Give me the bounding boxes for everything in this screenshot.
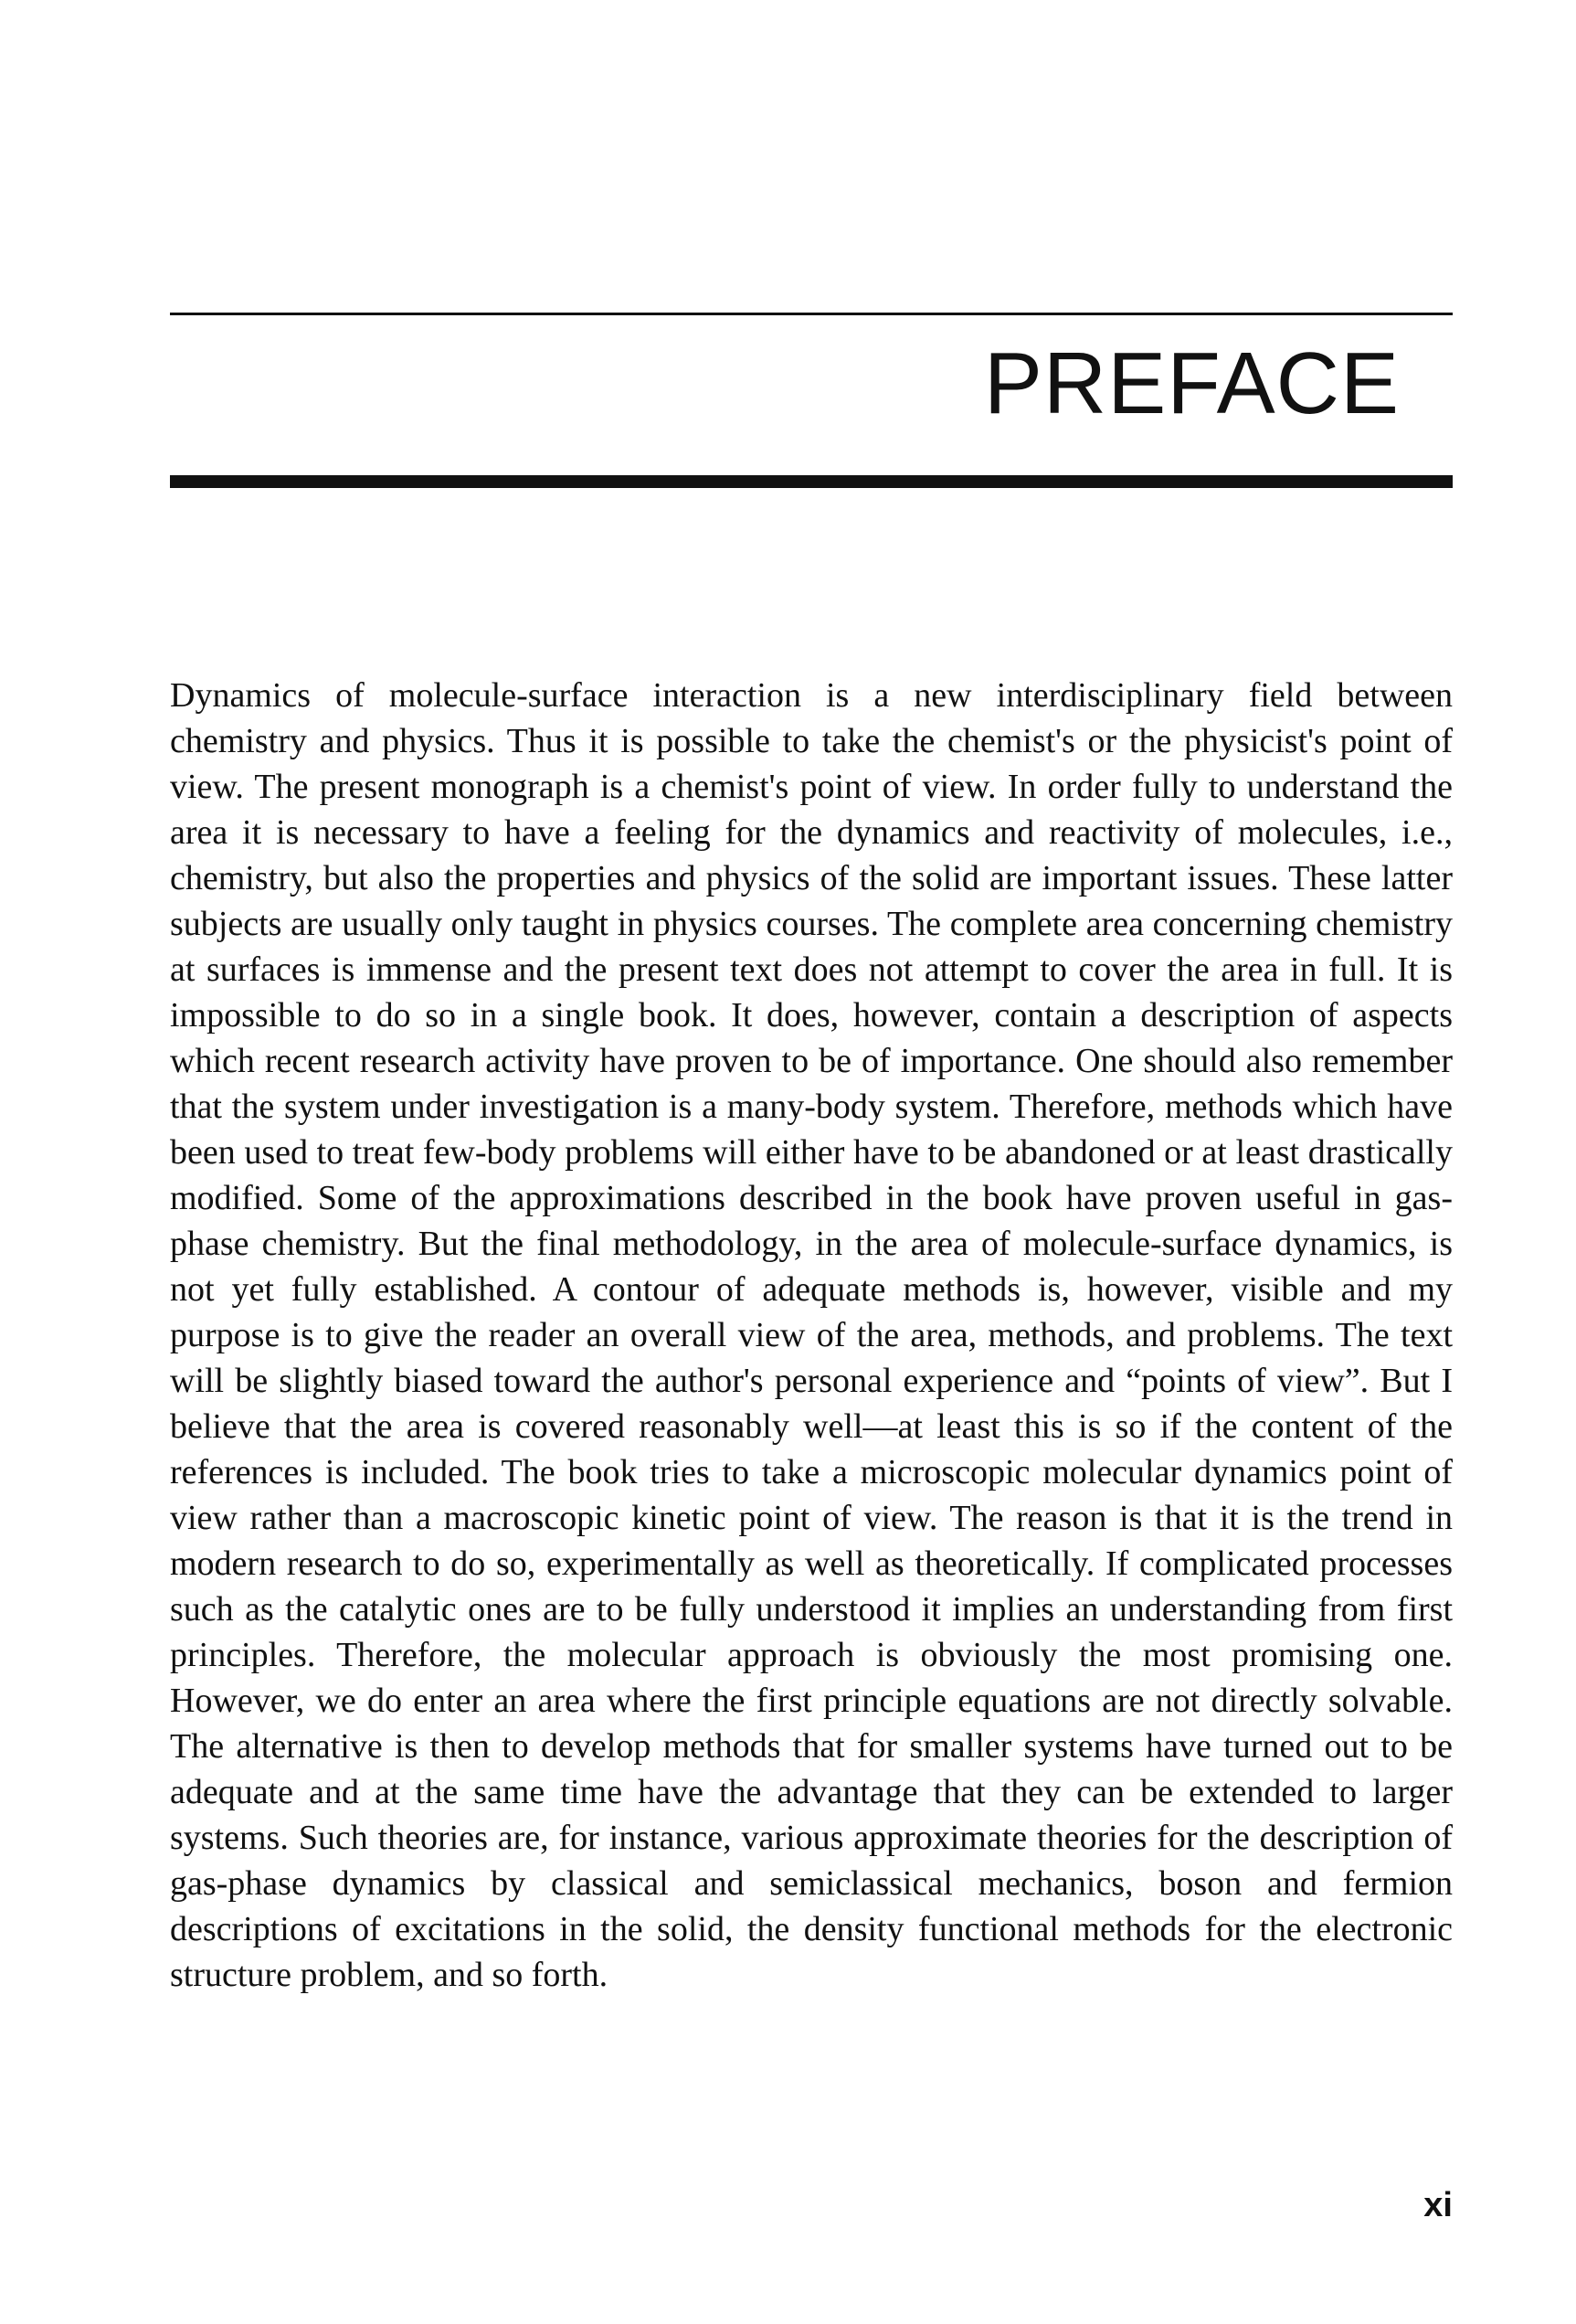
page-number: xi	[1423, 2186, 1453, 2224]
top-rule	[170, 313, 1453, 315]
title-underline-rule	[170, 475, 1453, 488]
preface-paragraph: Dynamics of molecule-surface interaction is a new interdisciplinary field between chemistry and physics. Thus it is possible to take the chemist's or the physicist's point of view. The present monograph is a chemist's point of view. In order fully to understand the area it is necessary to have a feeling for the dynamics and reactivity of molecules, i.e., chemistry, but also the properties and physics of the solid are important issues. These latter subjects are usually only taught in physics courses. The complete area concerning chemistry at surfaces is immense and the present text does not attempt to cover the area in full. It is impossible to do so in a single book. It does, however, contain a description of aspects which recent research activity have proven to be of importance. One should also remember that the system under investigation is a many-body system. Therefore, methods which have been used to treat few-body problems will either have to be abandoned or at least drastically modified. Some of the approximations described in the book have proven useful in gas-phase chemistry. But the final methodology, in the area of molecule-surface dynamics, is not yet fully established. A contour of adequate methods is, however, visible and my purpose is to give the reader an overall view of the area, methods, and problems. The text will be slightly biased toward the author's personal experience and “points of view”. But I believe that the area is covered reasonably well—at least this is so if the content of the references is included. The book tries to take a microscopic molecular dynamics point of view rather than a macroscopic kinetic point of view. The reason is that it is the trend in modern research to do so, experimentally as well as theoretically. If complicated processes such as the catalytic ones are to be fully understood it implies an understanding from first principles. Therefore, the molecular approach is obviously the most promising one. However, we do enter an area where the first principle equations are not directly solvable. The alternative is then to develop methods that for smaller systems have turned out to be adequate and at the same time have the advantage that they can be extended to larger systems. Such theories are, for instance, various approximate theories for the description of gas-phase dynamics by classical and semiclassical mechanics, boson and fermion descriptions of excitations in the solid, the density functional methods for the electronic structure problem, and so forth.	[170, 676, 1453, 1994]
chapter-title: PREFACE	[983, 334, 1400, 432]
